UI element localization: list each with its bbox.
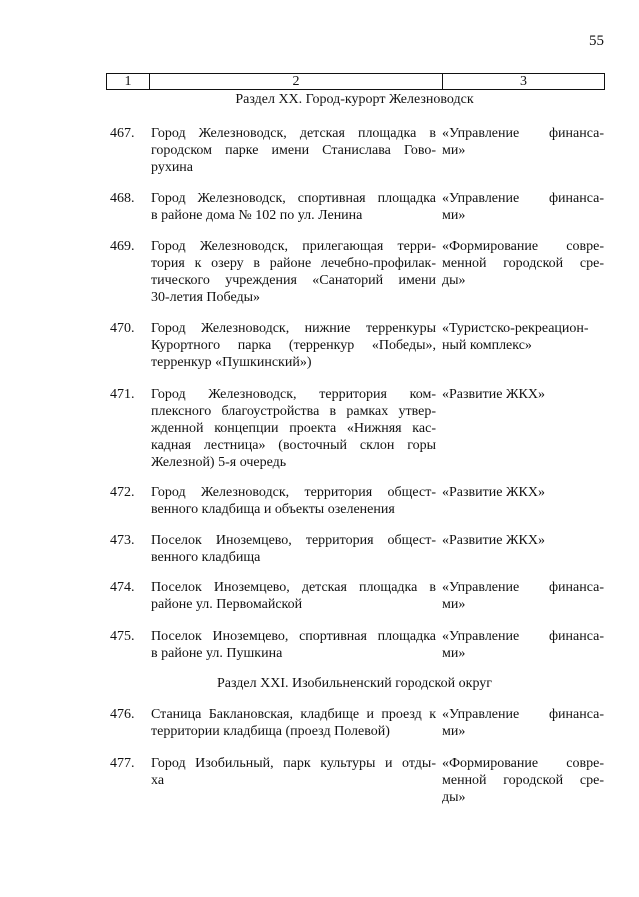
item-number: 469. [110,239,135,254]
item-description: Город Изобильный, парк культуры и отды- ха [151,756,436,788]
item-number: 476. [110,707,135,722]
item-number: 471. [110,387,135,402]
item-program: «Формирование совре- менной городской сре- ды» [442,239,604,288]
item-program: «Управление финанса- ми» [442,580,604,612]
item-number: 467. [110,126,135,141]
column-header-3: 3 [520,74,527,89]
section-title-xxi: Раздел XXI. Изобильненский городской округ [217,676,492,691]
item-description: Станица Баклановская, кладбище и проезд к территории кладбища (проезд Полевой) [151,707,436,739]
item-number: 470. [110,321,135,336]
item-number: 474. [110,580,135,595]
page-number: 55 [589,33,604,49]
section-title-xx: Раздел XX. Город-курорт Железноводск [235,92,474,107]
item-program: «Формирование совре- менной городской сре- ды» [442,756,604,805]
item-description: Поселок Иноземцево, детская площадка в районе ул. Первомайской [151,580,436,612]
item-program: «Управление финанса- ми» [442,629,604,661]
item-program: «Управление финанса- ми» [442,126,604,158]
item-program: «Туристско-рекреацион- ный комплекс» [442,321,589,353]
item-number: 468. [110,191,135,206]
item-number: 473. [110,533,135,548]
column-header-2: 2 [150,74,443,89]
item-description: Город Железноводск, прилегающая терри- тория к озеру в районе лечебно-профилак- тического учреждения «Санаторий имени 30-летия Победы» [151,239,436,305]
item-program: «Развитие ЖКХ» [442,387,545,402]
item-number: 475. [110,629,135,644]
column-header-1: 1 [107,74,150,89]
item-description: Город Железноводск, территория общест- венного кладбища и объекты озеленения [151,485,436,517]
column-header-row [106,73,605,90]
item-description: Город Железноводск, территория ком- плексного благоустройства в рамках утвер- жденной концепции проекта «Нижняя кас- кадная лестница» (восточный склон горы Железной) 5-я очередь [151,387,436,470]
item-description: Поселок Иноземцево, спортивная площадка в районе ул. Пушкина [151,629,436,661]
item-program: «Развитие ЖКХ» [442,485,545,500]
item-number: 472. [110,485,135,500]
item-program: «Управление финанса- ми» [442,707,604,739]
item-description: Город Железноводск, нижние терренкуры Курортного парка (терренкур «Победы», терренкур «Пушкинский») [151,321,436,370]
item-program: «Развитие ЖКХ» [442,533,545,548]
item-number: 477. [110,756,135,771]
item-description: Город Железноводск, детская площадка в городском парке имени Станислава Гово- рухина [151,126,436,175]
item-program: «Управление финанса- ми» [442,191,604,223]
item-description: Поселок Иноземцево, территория общест- венного кладбища [151,533,436,565]
item-description: Город Железноводск, спортивная площадка в районе дома № 102 по ул. Ленина [151,191,436,223]
